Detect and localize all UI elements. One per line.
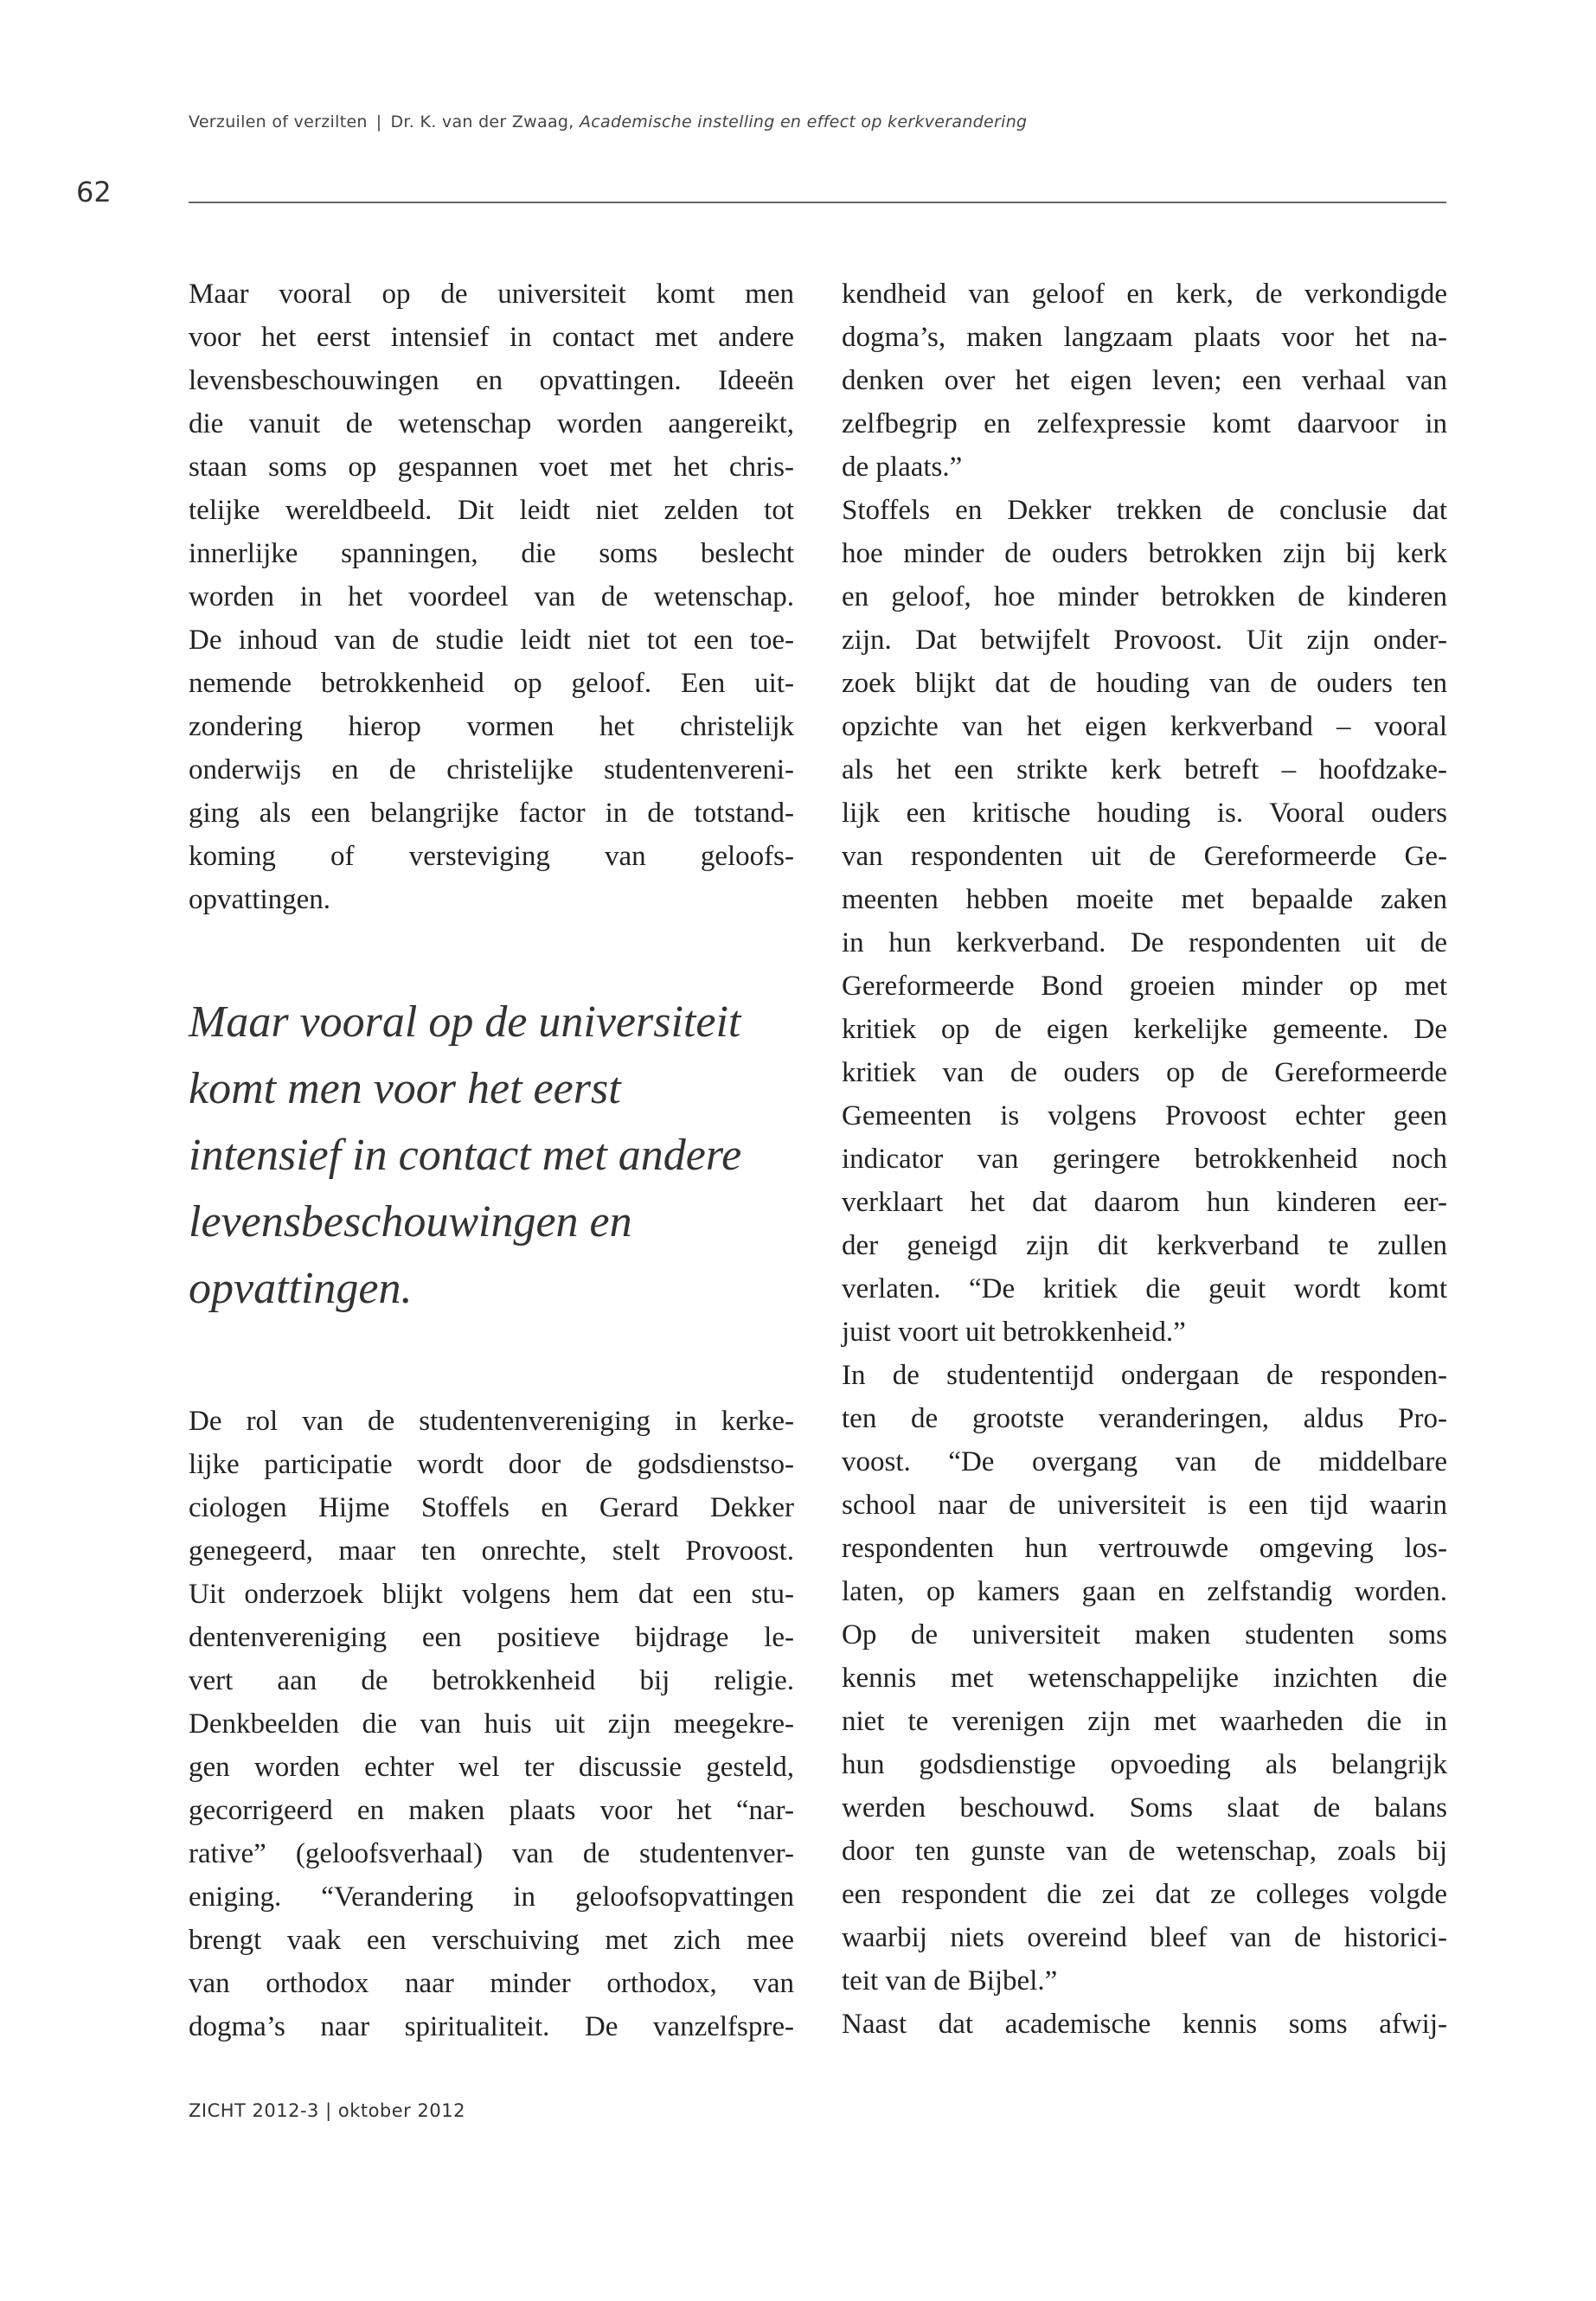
text-line: vert aan de betrokkenheid bij religie. [189, 1665, 794, 1696]
right-column-body [842, 272, 1447, 2046]
pull-quote-line: intensief in contact met andere [189, 1131, 742, 1180]
text-line: en geloof, hoe minder betrokken de kinderen [842, 581, 1447, 612]
text-line: als het een strikte kerk betreft – hoofdzake- [842, 754, 1447, 785]
text-line: niet te verenigen zijn met waarheden die in [842, 1706, 1447, 1737]
text-line: hun godsdienstige opvoeding als belangrijk [842, 1749, 1447, 1780]
running-head-author: Dr. K. van der Zwaag, [390, 112, 574, 131]
text-line: voor het eerst intensief in contact met andere [189, 322, 794, 353]
text-line: door ten gunste van de wetenschap, zoals bij [842, 1836, 1447, 1867]
text-line: genegeerd, maar ten onrechte, stelt Provoost. [189, 1535, 794, 1567]
text-line: teit van de Bijbel.” [842, 1965, 1058, 1997]
text-line: school naar de universiteit is een tijd waarin [842, 1490, 1447, 1521]
text-line: ten de grootste veranderingen, aldus Pro- [842, 1403, 1447, 1434]
pull-quote [189, 989, 811, 1322]
text-line: zijn. Dat betwijfelt Provoost. Uit zijn onder- [842, 625, 1447, 656]
text-line: staan soms op gespannen voet met het chris- [189, 452, 794, 483]
running-head-section: Verzuilen of verzilten [189, 112, 368, 131]
text-line: Uit onderzoek blijkt volgens hem dat een stu- [189, 1579, 794, 1610]
running-head-separator: | [375, 112, 382, 131]
text-line: kritiek van de ouders op de Gereformeerde [842, 1057, 1447, 1088]
text-line: ging als een belangrijke factor in de totstand- [189, 798, 794, 829]
paragraph [842, 2003, 1447, 2046]
text-line: in hun kerkverband. De respondenten uit de [842, 927, 1447, 958]
text-line: waarbij niets overeind bleef van de historici- [842, 1922, 1447, 1953]
text-line: De rol van de studentenvereniging in kerke- [189, 1406, 794, 1437]
text-line: zoek blijkt dat de houding van de ouders ten [842, 668, 1447, 699]
text-line: van respondenten uit de Gereformeerde Ge- [842, 841, 1447, 872]
text-line: innerlijke spanningen, die soms beslecht [189, 538, 794, 569]
text-line: Gereformeerde Bond groeien minder op met [842, 971, 1447, 1002]
text-line: juist voort uit betrokkenheid.” [842, 1317, 1186, 1348]
text-line: kennis met wetenschappelijke inzichten die [842, 1663, 1447, 1694]
text-line: gen worden echter wel ter discussie gesteld, [189, 1752, 794, 1783]
text-line: der geneigd zijn dit kerkverband te zullen [842, 1230, 1447, 1261]
left-column-body-top [189, 272, 794, 921]
text-line: rative” (geloofsverhaal) van de studentenver- [189, 1838, 794, 1869]
running-head-article-title: Academische instelling en effect op kerkverandering [579, 112, 1028, 131]
pull-quote-line: Maar vooral op de universiteit [189, 997, 741, 1047]
text-line: dogma’s naar spiritualiteit. De vanzelfspre- [189, 2011, 794, 2042]
text-line: ciologen Hijme Stoffels en Gerard Dekker [189, 1492, 794, 1523]
pull-quote-line: komt men voor het eerst [189, 1064, 621, 1113]
text-line: meenten hebben moeite met bepaalde zaken [842, 884, 1447, 915]
text-line: kendheid van geloof en kerk, de verkondigde [842, 279, 1447, 310]
paragraph [842, 489, 1447, 1354]
text-line: een respondent die zei dat ze colleges volgde [842, 1879, 1447, 1910]
text-line: laten, op kamers gaan en zelfstandig worden. [842, 1576, 1447, 1607]
page-number: 62 [76, 176, 112, 208]
header-rule [189, 202, 1446, 203]
text-line: indicator van geringere betrokkenheid noch [842, 1144, 1447, 1175]
left-column-body-bottom [189, 1400, 794, 2048]
text-line: Naast dat academische kennis soms afwij- [842, 2009, 1447, 2040]
pull-quote-line: opvattingen. [189, 1264, 413, 1313]
text-line: Stoffels en Dekker trekken de conclusie dat [842, 495, 1447, 526]
text-line: zondering hierop vormen het christelijk [189, 711, 794, 742]
text-line: verklaart het dat daarom hun kinderen eer- [842, 1187, 1447, 1218]
text-line: respondenten hun vertrouwde omgeving los- [842, 1533, 1447, 1564]
text-line: dogma’s, maken langzaam plaats voor het na- [842, 322, 1447, 353]
text-line: levensbeschouwingen en opvattingen. Ideeën [189, 365, 794, 396]
text-line: hoe minder de ouders betrokken zijn bij kerk [842, 538, 1447, 569]
text-line: lijk een kritische houding is. Vooral ouders [842, 798, 1447, 829]
text-line: Maar vooral op de universiteit komt men [189, 279, 794, 310]
text-line: kritiek op de eigen kerkelijke gemeente. De [842, 1014, 1447, 1045]
text-line: verlaten. “De kritiek die geuit wordt komt [842, 1273, 1447, 1304]
text-line: werden beschouwd. Soms slaat de balans [842, 1792, 1447, 1823]
text-line: de plaats.” [842, 452, 963, 483]
paragraph [842, 272, 1447, 489]
text-line: koming of versteviging van geloofs- [189, 841, 794, 872]
text-line: nemende betrokkenheid op geloof. Een uit- [189, 668, 794, 699]
text-line: gecorrigeerd en maken plaats voor het “nar- [189, 1795, 794, 1826]
text-line: opzichte van het eigen kerkverband – vooral [842, 711, 1447, 742]
text-line: Op de universiteit maken studenten soms [842, 1619, 1447, 1650]
text-line: voost. “De overgang van de middelbare [842, 1446, 1447, 1477]
text-line: denken over het eigen leven; een verhaal van [842, 365, 1447, 396]
pull-quote-line: levensbeschouwingen en [189, 1197, 632, 1247]
text-line: brengt vaak een verschuiving met zich mee [189, 1925, 794, 1956]
text-line: eniging. “Verandering in geloofsopvattingen [189, 1881, 794, 1913]
text-line: lijke participatie wordt door de godsdienstso- [189, 1449, 794, 1480]
page-footer: ZICHT 2012-3 | oktober 2012 [189, 2100, 465, 2121]
text-line: dentenvereniging een positieve bijdrage le- [189, 1622, 794, 1653]
text-line: opvattingen. [189, 884, 331, 915]
text-line: In de studententijd ondergaan de responden- [842, 1360, 1447, 1391]
text-line: die vanuit de wetenschap worden aangereikt, [189, 408, 794, 439]
paragraph [842, 1354, 1447, 2003]
text-line: telijke wereldbeeld. Dit leidt niet zelden tot [189, 495, 794, 526]
text-line: van orthodox naar minder orthodox, van [189, 1968, 794, 1999]
running-head [189, 112, 1027, 131]
paragraph [189, 1400, 794, 2048]
text-line: onderwijs en de christelijke studentenvereni- [189, 754, 794, 785]
paragraph [189, 272, 794, 921]
text-line: De inhoud van de studie leidt niet tot een toe- [189, 625, 794, 656]
text-line: worden in het voordeel van de wetenschap. [189, 581, 794, 612]
text-line: Denkbeelden die van huis uit zijn meegekre- [189, 1708, 794, 1740]
text-line: zelfbegrip en zelfexpressie komt daarvoor in [842, 408, 1447, 439]
text-line: Gemeenten is volgens Provoost echter geen [842, 1100, 1447, 1131]
